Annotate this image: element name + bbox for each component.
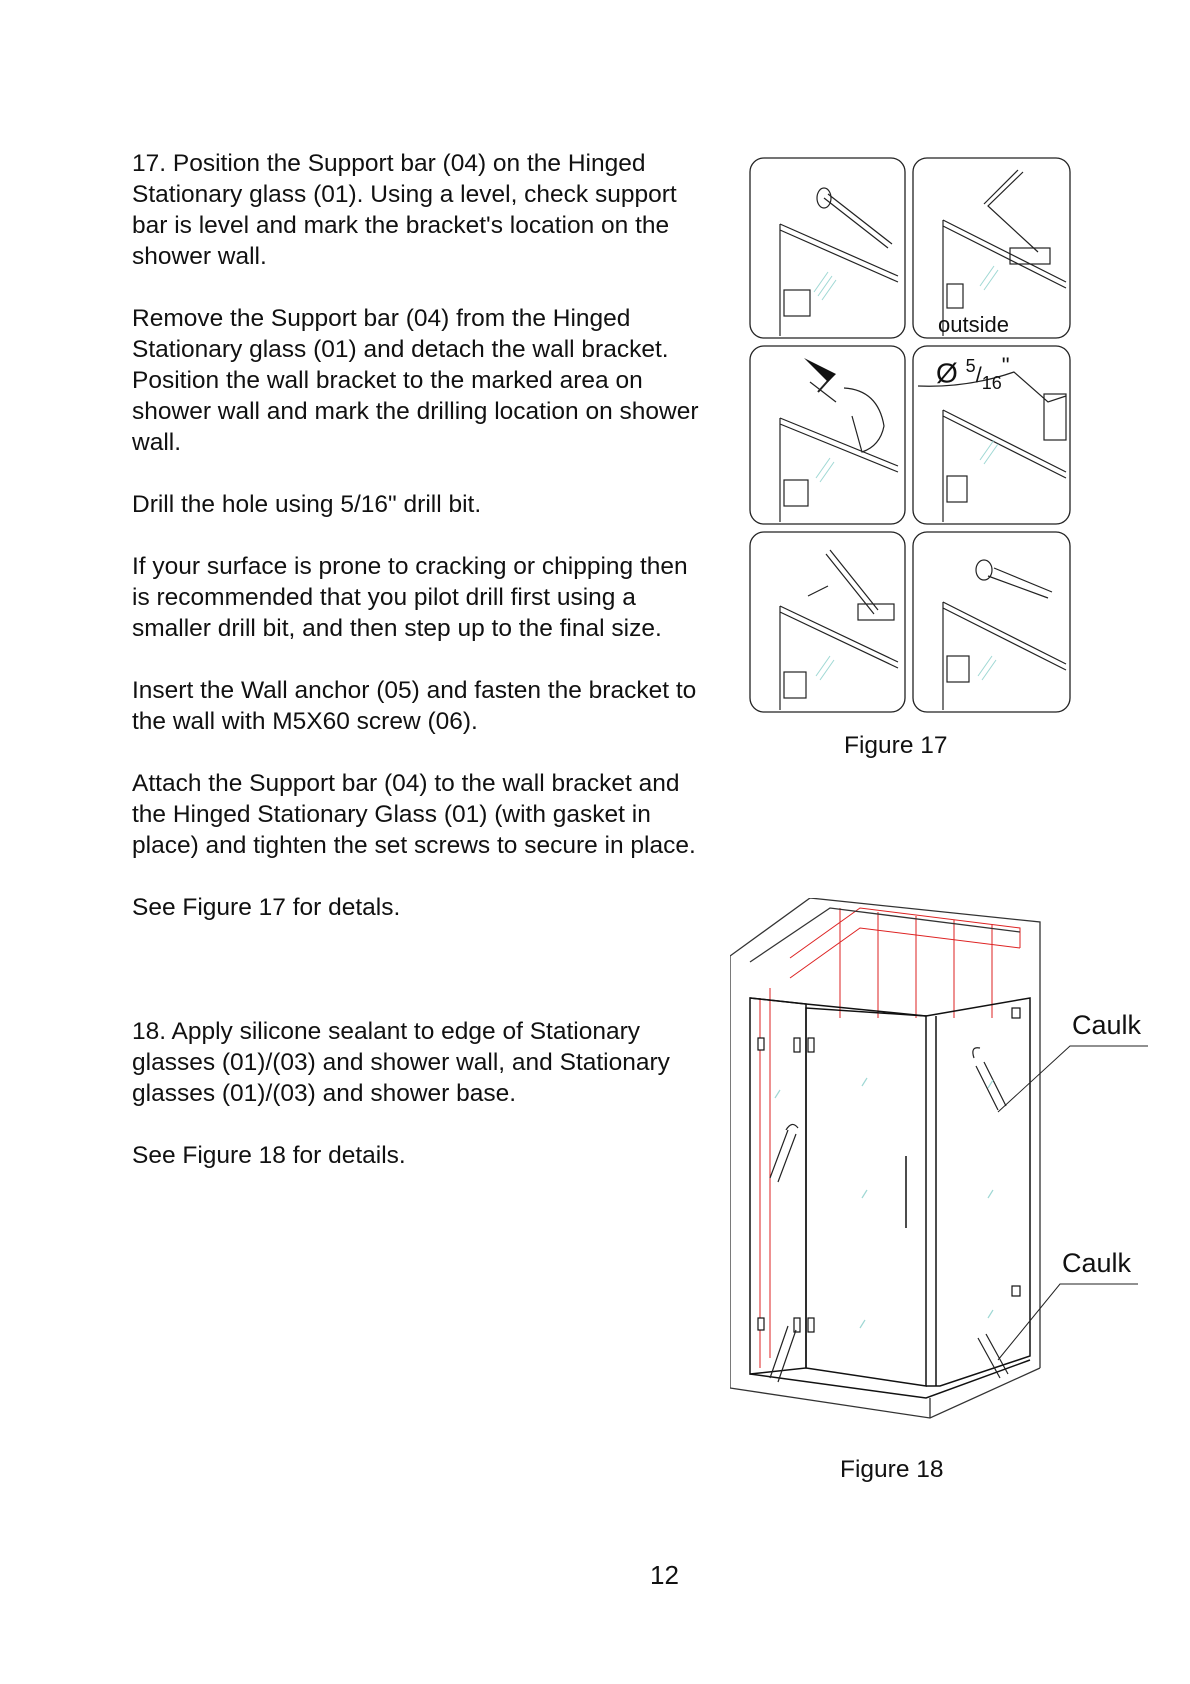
- panel-3-sketch: [780, 374, 898, 522]
- figure-18: [730, 898, 1150, 1483]
- page-number: 12: [650, 1560, 679, 1590]
- arrow-icon: [804, 358, 836, 382]
- tile-grid: [750, 908, 1020, 1368]
- step17-anchor: Insert the Wall anchor (05) and fasten the bracket to the wall with M5X60 screw (06).: [132, 677, 697, 735]
- step17-drill: Drill the hole using 5/16" drill bit.: [132, 491, 482, 518]
- step17-see-figure: See Figure 17 for detals.: [132, 894, 401, 921]
- figure-17-caption: Figure 17: [844, 732, 948, 759]
- caulk-label-top: Caulk: [1072, 1010, 1142, 1040]
- drill-size-numerator: 5: [965, 356, 976, 376]
- caulk-label-bottom: Caulk: [1062, 1248, 1132, 1278]
- figure-17: [748, 156, 1074, 759]
- step17-pilot: If your surface is prone to cracking or chipping then is recommended that you pilot drill first using a smaller drill bit, and then step up to the final size.: [132, 553, 688, 642]
- step17-intro: 17. Position the Support bar (04) on the Hinged Stationary glass (01). Using a level, check support bar is level and mark the bracket's location on the shower wall.: [132, 150, 677, 270]
- drill-size-denominator: 16: [981, 372, 1002, 393]
- panel-1-sketch: [780, 188, 898, 336]
- step17-attach: Attach the Support bar (04) to the wall bracket and the Hinged Stationary Glass (01) (with gasket in place) and tighten the set screws to secure in place.: [132, 770, 696, 859]
- instructions-column: [132, 148, 712, 1202]
- figure-18-caption: Figure 18: [840, 1456, 944, 1483]
- figure-18-drawing: [730, 898, 1150, 1438]
- panel-5-sketch: [780, 550, 898, 710]
- panel-6-sketch: [943, 560, 1066, 710]
- drill-size-label: Ø $^5/_{16}^"$: [936, 353, 1010, 393]
- step17-remove: Remove the Support bar (04) from the Hinged Stationary glass (01) and detach the wall bracket. Position the wall bracket to the marked area on shower wall and mark the drilling location on shower wall.: [132, 305, 699, 456]
- outside-label: outside: [938, 312, 1009, 337]
- step18-intro: 18. Apply silicone sealant to edge of Stationary glasses (01)/(03) and shower wall, and Stationary glasses (01)/(03) and shower base.: [132, 1018, 670, 1107]
- figure-17-drawing: [748, 156, 1074, 718]
- step18-see-figure: See Figure 18 for details.: [132, 1142, 406, 1169]
- inch-mark: ": [1001, 353, 1010, 378]
- diameter-symbol: Ø: [936, 357, 958, 389]
